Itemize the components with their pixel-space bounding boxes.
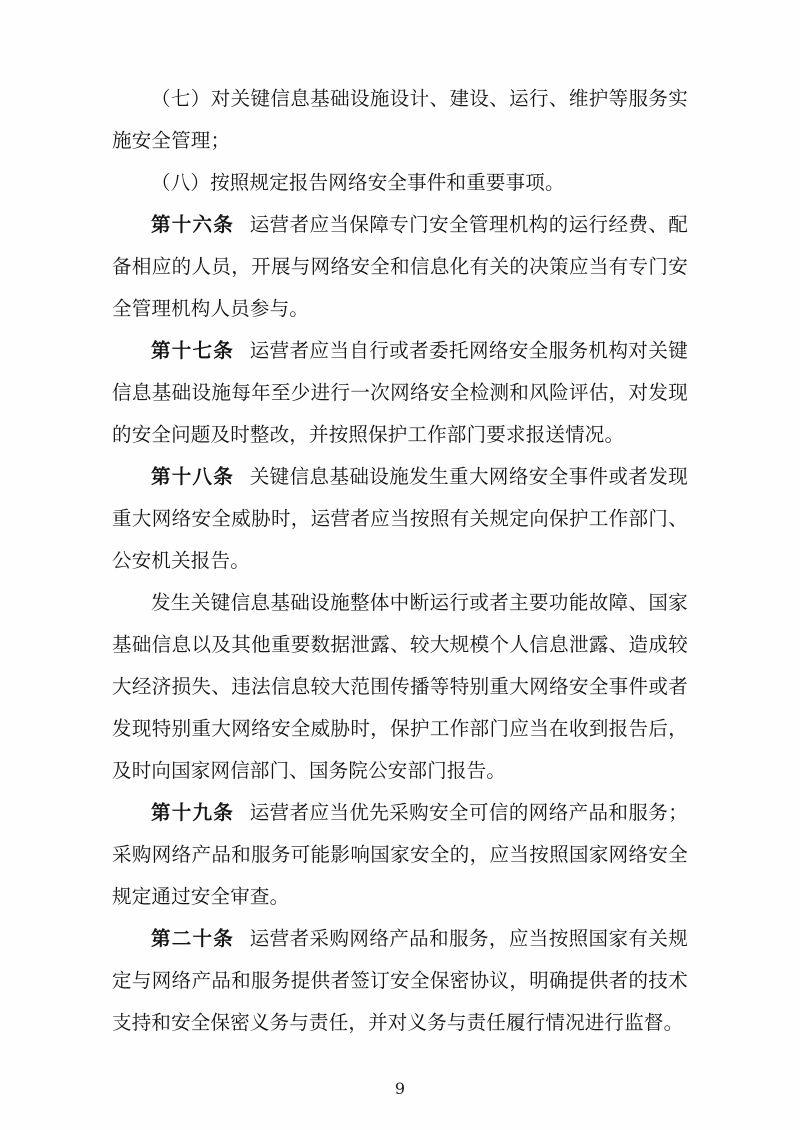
paragraph-text: （七）对关键信息基础设施设计、建设、运行、维护等服务实施安全管理； (112, 87, 688, 152)
paragraph-text: 运营者采购网络产品和服务，应当按照国家有关规定与网络产品和服务提供者签订安全保密协议，明确提供者的技术支持和安全保密义务与责任，并对义务与责任履行情况进行监督。 (112, 927, 688, 1034)
paragraph-article-18 (112, 456, 688, 582)
paragraph-article-16 (112, 204, 688, 330)
paragraph-text: 关键信息基础设施发生重大网络安全事件或者发现重大网络安全威胁时，运营者应当按照有关规定向保护工作部门、公安机关报告。 (112, 465, 688, 572)
paragraph-item-8 (112, 162, 688, 204)
paragraph-article-20 (112, 918, 688, 1044)
article-label: 第十八条 (151, 465, 234, 488)
article-label: 第二十条 (151, 927, 234, 950)
paragraph-text: 发生关键信息基础设施整体中断运行或者主要功能故障、国家基础信息以及其他重要数据泄露、较大规模个人信息泄露、造成较大经济损失、违法信息较大范围传播等特别重大网络安全事件或者发现特别重大网络安全威胁时，保护工作部门应当在收到报告后，及时向国家网信部门、国务院公安部门报告。 (112, 591, 688, 782)
article-label: 第十六条 (151, 213, 234, 236)
paragraph-article-17 (112, 330, 688, 456)
article-label: 第十七条 (151, 339, 234, 362)
paragraph-text: 运营者应当自行或者委托网络安全服务机构对关键信息基础设施每年至少进行一次网络安全检测和风险评估，对发现的安全问题及时整改，并按照保护工作部门要求报送情况。 (112, 339, 688, 446)
paragraph-text: 运营者应当保障专门安全管理机构的运行经费、配备相应的人员，开展与网络安全和信息化有关的决策应当有专门安全管理机构人员参与。 (112, 213, 688, 320)
page-number: 9 (394, 1079, 406, 1098)
paragraph-text: 运营者应当优先采购安全可信的网络产品和服务；采购网络产品和服务可能影响国家安全的，应当按照国家网络安全规定通过安全审查。 (112, 801, 688, 908)
paragraph-article-19 (112, 792, 688, 918)
document-body (112, 78, 688, 1044)
paragraph-item-7 (112, 78, 688, 162)
paragraph-article-18-second (112, 582, 688, 792)
paragraph-text: （八）按照规定报告网络安全事件和重要事项。 (151, 171, 565, 194)
article-label: 第十九条 (151, 801, 234, 824)
